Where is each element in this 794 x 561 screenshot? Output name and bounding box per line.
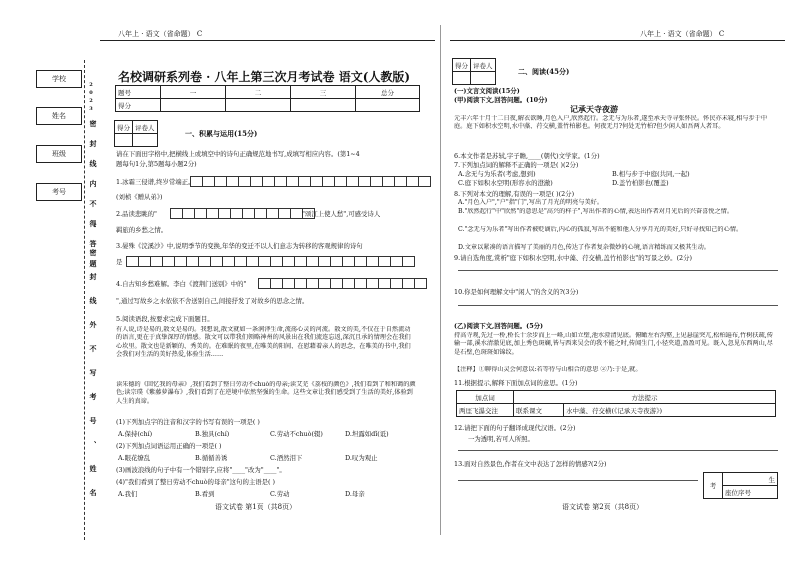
q2-text: 2.品读悲眺的": [116, 210, 157, 218]
sub2-option-d[interactable]: D.叹为观止: [345, 454, 378, 462]
q7-option-d[interactable]: D.盖竹柏影也(覆盖): [612, 179, 669, 187]
score-table-r0: 得分: [116, 99, 161, 112]
q2-text-b: "颂江上使人愁",可感受诗人: [302, 210, 381, 218]
score-cell-total[interactable]: [356, 99, 420, 112]
dots-vertical-text: 、 密 封 线 外 不 写 考 号 、 姓 名: [89, 225, 98, 500]
q8-text: 8.下列对本文的理解,有误的一项是( )(2分): [454, 190, 575, 198]
q3-grid[interactable]: [126, 256, 414, 267]
q7-text: 7.下列加点词的解释不正确的一项是( )(2分): [454, 161, 579, 169]
page1-title: 名校调研系列卷 · 八年上第三次月考试卷 语文(人教版): [118, 70, 411, 84]
sub1-option-a[interactable]: A.保持(chí): [118, 430, 153, 438]
q5-passage-2: 读朱德的《回忆我的母亲》,我们看到了整日劳动不chuò的母亲;读艾芜《荔枝的颜色》,我们看到了和和蔼的颜色;读宗璞《紫藤萝瀑布》,我们看到了在逆境中依然坚强的生命。这些文章让我们感受到了生活的美好,体验到人生的真谛。: [116, 381, 416, 405]
name-label-box: 姓名: [36, 107, 82, 125]
grader-box-2: [452, 58, 496, 85]
seat-box: [703, 472, 778, 499]
sub1-option-b[interactable]: B.独具(chí): [195, 430, 230, 438]
q6-text: 6.本文作者是苏轼,字子瞻,____(朝代)文学家。(1分): [454, 152, 600, 160]
page2-header-tag: 八年上 · 语文（省命题） C: [640, 30, 725, 38]
sub4-option-b[interactable]: B.看到: [195, 490, 215, 498]
grader-box-2-score[interactable]: [453, 72, 471, 85]
sub4-option-c[interactable]: C.劳动: [270, 490, 290, 498]
binding-strip: [0, 0, 100, 561]
q8-option-c[interactable]: C."念无与为乐者"写出作者被贬谪后,内心的孤寂,写出不能和他人分享月光的美好,只好寻找知己的心情。: [458, 226, 743, 233]
grader-box-1-b: 评卷人: [133, 121, 158, 134]
grader-box-1: [114, 120, 158, 147]
seat-box-a: 考: [704, 473, 723, 499]
seal-line: [84, 60, 85, 540]
score-table-h0: 题号: [116, 86, 161, 99]
q12-text: 12.请把下面的句子翻译成现代汉语。(2分): [454, 424, 576, 432]
q1-grid[interactable]: [190, 176, 430, 187]
grader-box-1-grader[interactable]: [133, 134, 158, 147]
score-table-h3: 三: [291, 86, 356, 99]
sub1-question: (1)下列加点字的注音和汉字的书写有误的一项是( ): [116, 418, 260, 426]
section1-intro: 请在下面田字格中,把横线上或填空中的诗句正确规范地书写,成填写相应内容。(第1~4: [116, 150, 360, 158]
yi-note: 【注释】①聊得山灵会何意以:若等待与山相合的意思 ②乃:于是,就。: [454, 366, 642, 373]
q11-row-1: 联系课文: [514, 404, 564, 417]
q5-passage-1: 有人说,诗是易的,散文是易的。我想说,散文就如一条润泽生命,流荡心灵的河流。散文的美,不仅在于自然流动的语言,更在于真挚深厚的情感。散文可以带我们领略神州的风景出在我们流连忘返,深沉且承的情理会在我们心坎里。散文也是新颖的、秀美的。在难眠的夜里,在唯美的阳间、在慰藉着亲人的思念，在唯美的书中,我们会我们对生活的美好热爱,体验生活……: [116, 326, 411, 359]
essay-body: 元丰六年十月十二日夜,解衣欲睡,月色入户,欣然起行。念无与为乐者,遂至承天寺寻张怀民。怀民亦未寝,相与步于中庭。庭下如积水空明,水中藻、荇交横,盖竹柏影也。何夜无月?何处无竹柏?但少闲人如吾两人者耳。: [454, 115, 768, 131]
grader-box-2-grader[interactable]: [471, 72, 496, 85]
q11-head-0: 加点词: [457, 391, 514, 404]
q9-text: 9.请自选角度,赏析"庭下如积水空明,水中藻、荇交横,盖竹柏影也"的写景之妙。(2分): [454, 254, 693, 262]
score-cell-2[interactable]: [226, 99, 291, 112]
q11-text: 11.根据提示,解释下面加点词的意思。(1分): [454, 379, 578, 387]
seal-vertical-text: 密 封 线 内 不 得 答 题: [89, 120, 98, 269]
section1-heading: 一、积累与运用(15分): [185, 129, 258, 138]
grader-box-2-b: 评卷人: [471, 59, 496, 72]
sub2-option-c[interactable]: C.酒然泪下: [270, 454, 303, 462]
q3-text: 3.晏殊《浣溪沙》中,说明季节的变换,年华的变迁不以人们意志为转移的客观规律的诗句: [116, 242, 363, 250]
q3-text-b: 是: [116, 258, 123, 266]
grader-box-1-score[interactable]: [115, 134, 133, 147]
q9-answer-line-1[interactable]: [458, 270, 778, 271]
q5-text: 5.阅读语段,按要求完成下面题目。: [116, 315, 214, 323]
page-divider: [440, 25, 441, 535]
q4-text: 4.自古知乡愁难解。李白《渡荆门送别》中的": [116, 280, 247, 288]
school-label-box: 学校: [36, 70, 82, 88]
q10-text: 10.你是如何理解文中"闲人"的含义的?(3分): [454, 288, 579, 296]
q11-row-2: 水中藻、荇交横(《记承天寺夜游》): [564, 404, 776, 417]
q12-sentence: 一为透明,若可人所照。: [468, 435, 534, 443]
sub2-option-a[interactable]: A.眼花缭乱: [118, 454, 151, 462]
q2-text-c: 羁旅的乡愁之情。: [116, 226, 168, 234]
q7-option-c[interactable]: C.庭下如积水空明(形容水的澄澈): [458, 179, 553, 187]
page1-header-rule: [100, 40, 435, 41]
q4-grid[interactable]: [258, 278, 426, 289]
score-table-h4: 总分: [356, 86, 420, 99]
essay-title: 记承天寺夜游: [570, 104, 618, 114]
q7-option-a[interactable]: A.念无与为乐者(考虑,想到): [458, 170, 536, 178]
section2-heading: 二、阅读(45分): [518, 67, 570, 76]
page1-footer: 语文试卷 第1页（共8页）: [215, 503, 297, 511]
year-vertical: 2023: [88, 82, 94, 114]
q11-table: [456, 390, 776, 417]
sub-title-2: (甲)阅读下文,回答问题。(10分): [454, 96, 548, 104]
sub2-option-b[interactable]: B.循循善诱: [195, 454, 228, 462]
q11-head-1: 方法提示: [514, 391, 776, 404]
grader-box-2-a: 得分: [453, 59, 471, 72]
sub1-option-d[interactable]: D.坦露如dǐ(诋): [345, 430, 389, 438]
seat-box-b: 生: [723, 473, 778, 486]
q10-answer-line-1[interactable]: [458, 305, 778, 306]
yi-body: 持高寺观,先过一桥,桥长十余步而上一峰,山如立壁,池水澄清见底。俯瞰左右沟壑,上见悬崖突兀,松柏遍布,竹树扶疏,传输一部,溪水清澈见底,加上秀色斑斓,皆与西来吴会的我不能之时,传闻生门,小径夹道,盈盈可见。既入,忽见东西两山,尽是石壁,色斑斑如锦纹。: [454, 332, 773, 356]
q7-option-b[interactable]: B.相与步于中庭(共同,一起): [612, 170, 690, 178]
q8-option-a[interactable]: A."月色入户","户"指"门",写出了月光的明亮与美好。: [458, 199, 604, 206]
q13-answer-line[interactable]: [458, 480, 698, 481]
sub-title-1: (一)文言文阅读(15分): [454, 87, 520, 95]
section1-intro2: 题每句1分,第5题每小题2分): [116, 160, 197, 168]
q12-answer-line[interactable]: [458, 450, 778, 451]
sub4-question: (4)"我们看到了整日劳动不chuò的母亲"这句的主语是( ): [116, 478, 276, 486]
page1-header-tag: 八年上 · 语文（省命题） C: [118, 30, 203, 38]
q8-option-d[interactable]: D.文章以紧凑的语言描写了美丽的月色,传达了作者复杂微妙的心境,语言精练而又极其生动。: [458, 244, 710, 251]
yi-title: (乙)阅读下文,回答问题。(5分): [454, 322, 544, 330]
sub4-option-d[interactable]: D.母亲: [345, 490, 365, 498]
q1-text: 1.冰霜三侵谱,终岁常端正。: [116, 178, 195, 186]
score-cell-1[interactable]: [161, 99, 226, 112]
page2-footer: 语文试卷 第2页（共8页）: [562, 503, 644, 511]
seat-box-c: 座位序号: [723, 486, 778, 499]
exam-no-label-box: 考号: [36, 183, 82, 201]
q1-source: (刘桢《赠从弟》): [116, 193, 163, 201]
page2-header-rule: [450, 40, 785, 41]
q13-text: 13.面对自然景色,作者在文中表达了怎样的情感?(2分): [454, 460, 607, 468]
sub2-question: (2)下列加点词语运用正确的一项是( ): [116, 442, 222, 450]
q2-grid[interactable]: [170, 208, 314, 219]
sub3-question: (3)画波浪线的句子中有一个错别字,应将"____"改为"____"。: [116, 466, 286, 474]
grader-box-1-a: 得分: [115, 121, 133, 134]
score-table-h1: 一: [161, 86, 226, 99]
class-label-box: 班级: [36, 145, 82, 163]
q4-text-b: ",通过写故乡之水依依不舍送别自己,间接抒发了对故乡的思念之情。: [116, 297, 309, 305]
score-table-h2: 二: [226, 86, 291, 99]
score-table: [115, 85, 420, 112]
sub1-option-c[interactable]: C.劳动不chuò(辍): [270, 430, 323, 438]
sub4-option-a[interactable]: A.我们: [118, 490, 138, 498]
q11-row-0: 两厓飞瀑交注: [457, 404, 514, 417]
score-cell-3[interactable]: [291, 99, 356, 112]
q8-option-b[interactable]: B."欣然起行"中"欣然"的意思是"高兴的样子",写出作者的心情,表达出作者对月光后的兴奋喜悦之情。: [458, 208, 734, 215]
